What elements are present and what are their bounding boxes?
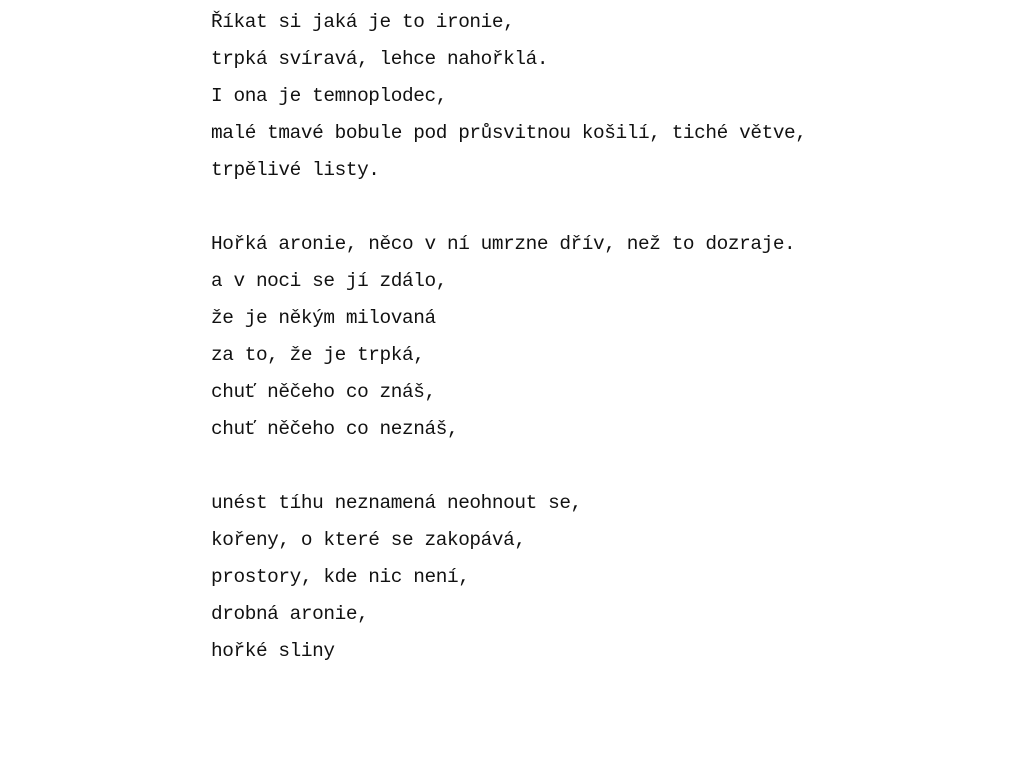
poem-line: kořeny, o které se zakopává, (211, 529, 526, 551)
stanza-2 (211, 226, 971, 448)
poem-line: malé tmavé bobule pod průsvitnou košilí, tiché větve, (211, 122, 807, 144)
poem-line: chuť něčeho co neznáš, (211, 418, 459, 440)
poem-line: trpělivé listy. (211, 159, 380, 181)
poem-line: drobná aronie, (211, 603, 369, 625)
poem-line: a v noci se jí zdálo, (211, 270, 447, 292)
poem-line: že je někým milovaná (211, 307, 436, 329)
poem-text (211, 4, 971, 670)
poem-line: Hořká aronie, něco v ní umrzne dřív, než to dozraje. (211, 233, 796, 255)
poem-line: trpká svíravá, lehce nahořklá. (211, 48, 549, 70)
poem-line: hořké sliny (211, 640, 335, 662)
poem-line: I ona je temnoplodec, (211, 85, 447, 107)
poem-line: unést tíhu neznamená neohnout se, (211, 492, 582, 514)
poem-line: prostory, kde nic není, (211, 566, 470, 588)
poem-line: za to, že je trpká, (211, 344, 425, 366)
stanza-3 (211, 485, 971, 670)
stanza-1 (211, 4, 971, 189)
poem-line: Říkat si jaká je to ironie, (211, 11, 515, 33)
poem-line: chuť něčeho co znáš, (211, 381, 436, 403)
